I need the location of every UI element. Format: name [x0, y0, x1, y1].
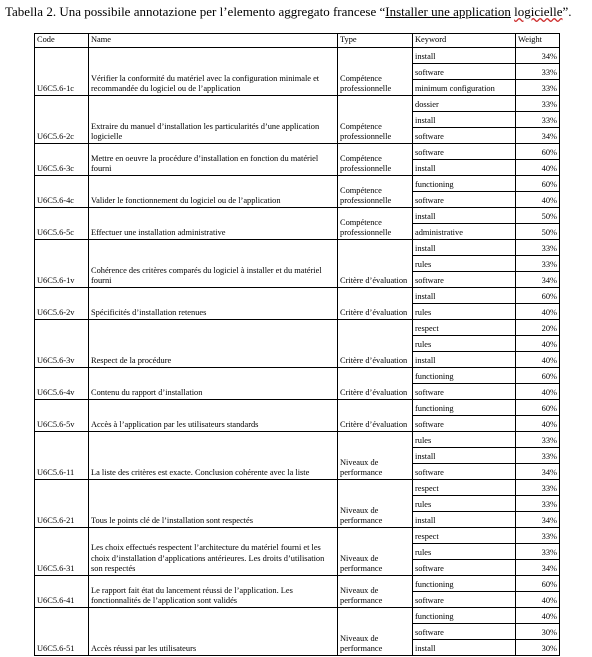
- table-row: [35, 608, 560, 624]
- annotation-table-wrapper: [34, 33, 560, 656]
- keyword-cell: install: [413, 288, 516, 304]
- keyword-cell: software: [413, 192, 516, 208]
- type-cell: Compétence professionnelle: [338, 96, 413, 144]
- weight-cell: 40%: [516, 304, 560, 320]
- name-cell: Extraire du manuel d’installation les particularités d’une application logicielle: [89, 96, 338, 144]
- code-cell: U6C5.6-51: [35, 608, 89, 656]
- table-row: [35, 480, 560, 496]
- weight-cell: 33%: [516, 80, 560, 96]
- keyword-cell: functioning: [413, 576, 516, 592]
- weight-cell: 40%: [516, 160, 560, 176]
- code-cell: U6C5.6-21: [35, 480, 89, 528]
- name-cell: Les choix effectués respectent l’architecture du matériel fourni et les choix d’installation d’applications antérieures. Les droits d’utilisation son respectés: [89, 528, 338, 576]
- name-cell: Spécificités d’installation retenues: [89, 288, 338, 320]
- type-cell: Niveaux de performance: [338, 576, 413, 608]
- keyword-cell: install: [413, 160, 516, 176]
- type-cell: Critère d’évaluation: [338, 320, 413, 368]
- table-row: [35, 576, 560, 592]
- name-cell: Accès à l’application par les utilisateurs standards: [89, 400, 338, 432]
- keyword-cell: minimum configuration: [413, 80, 516, 96]
- weight-cell: 33%: [516, 544, 560, 560]
- table-row: [35, 432, 560, 448]
- table-row: [35, 176, 560, 192]
- code-cell: U6C5.6-41: [35, 576, 89, 608]
- type-cell: Niveaux de performance: [338, 528, 413, 576]
- weight-cell: 33%: [516, 240, 560, 256]
- annotation-table: [34, 33, 560, 656]
- type-cell: Critère d’évaluation: [338, 288, 413, 320]
- header-weight: Weight: [516, 34, 560, 48]
- keyword-cell: rules: [413, 496, 516, 512]
- weight-cell: 60%: [516, 288, 560, 304]
- name-cell: Contenu du rapport d’installation: [89, 368, 338, 400]
- weight-cell: 20%: [516, 320, 560, 336]
- weight-cell: 40%: [516, 608, 560, 624]
- table-row: [35, 320, 560, 336]
- keyword-cell: software: [413, 560, 516, 576]
- type-cell: Niveaux de performance: [338, 480, 413, 528]
- keyword-cell: software: [413, 144, 516, 160]
- keyword-cell: rules: [413, 304, 516, 320]
- weight-cell: 34%: [516, 464, 560, 480]
- weight-cell: 30%: [516, 624, 560, 640]
- weight-cell: 40%: [516, 192, 560, 208]
- weight-cell: 33%: [516, 256, 560, 272]
- weight-cell: 60%: [516, 144, 560, 160]
- name-cell: Effectuer une installation administrative: [89, 208, 338, 240]
- keyword-cell: functioning: [413, 400, 516, 416]
- table-body: [35, 48, 560, 656]
- code-cell: U6C5.6-1c: [35, 48, 89, 96]
- code-cell: U6C5.6-31: [35, 528, 89, 576]
- table-row: [35, 400, 560, 416]
- keyword-cell: software: [413, 624, 516, 640]
- keyword-cell: functioning: [413, 368, 516, 384]
- table-caption: [5, 4, 572, 20]
- weight-cell: 50%: [516, 224, 560, 240]
- weight-cell: 33%: [516, 64, 560, 80]
- name-cell: Vérifier la conformité du matériel avec la configuration minimale et recommandée du logiciel ou de l’application: [89, 48, 338, 96]
- code-cell: U6C5.6-3v: [35, 320, 89, 368]
- weight-cell: 40%: [516, 592, 560, 608]
- keyword-cell: software: [413, 416, 516, 432]
- keyword-cell: respect: [413, 480, 516, 496]
- code-cell: U6C5.6-3c: [35, 144, 89, 176]
- name-cell: Accès réussi par les utilisateurs: [89, 608, 338, 656]
- keyword-cell: functioning: [413, 608, 516, 624]
- type-cell: Compétence professionnelle: [338, 208, 413, 240]
- caption-spellcheck-word: logicielle: [514, 4, 563, 19]
- type-cell: Compétence professionnelle: [338, 144, 413, 176]
- keyword-cell: respect: [413, 528, 516, 544]
- weight-cell: 33%: [516, 96, 560, 112]
- weight-cell: 34%: [516, 48, 560, 64]
- keyword-cell: software: [413, 272, 516, 288]
- keyword-cell: rules: [413, 256, 516, 272]
- type-cell: Compétence professionnelle: [338, 176, 413, 208]
- name-cell: Tous le points clé de l’installation sont respectés: [89, 480, 338, 528]
- weight-cell: 33%: [516, 496, 560, 512]
- header-keyword: Keyword: [413, 34, 516, 48]
- type-cell: Niveaux de performance: [338, 608, 413, 656]
- weight-cell: 34%: [516, 272, 560, 288]
- table-row: [35, 288, 560, 304]
- weight-cell: 50%: [516, 208, 560, 224]
- type-cell: Niveaux de performance: [338, 432, 413, 480]
- code-cell: U6C5.6-5v: [35, 400, 89, 432]
- table-row: [35, 48, 560, 64]
- keyword-cell: install: [413, 208, 516, 224]
- keyword-cell: software: [413, 128, 516, 144]
- weight-cell: 40%: [516, 336, 560, 352]
- keyword-cell: install: [413, 512, 516, 528]
- name-cell: La liste des critères est exacte. Conclusion cohérente avec la liste: [89, 432, 338, 480]
- keyword-cell: software: [413, 384, 516, 400]
- weight-cell: 33%: [516, 480, 560, 496]
- weight-cell: 40%: [516, 416, 560, 432]
- caption-underlined-text: Installer une application: [385, 4, 511, 19]
- keyword-cell: rules: [413, 432, 516, 448]
- code-cell: U6C5.6-5c: [35, 208, 89, 240]
- name-cell: Cohérence des critères comparés du logiciel à installer et du matériel fourni: [89, 240, 338, 288]
- type-cell: Compétence professionnelle: [338, 48, 413, 96]
- keyword-cell: respect: [413, 320, 516, 336]
- weight-cell: 33%: [516, 448, 560, 464]
- weight-cell: 40%: [516, 352, 560, 368]
- weight-cell: 60%: [516, 400, 560, 416]
- code-cell: U6C5.6-2v: [35, 288, 89, 320]
- caption-suffix: ”.: [562, 4, 572, 19]
- keyword-cell: install: [413, 240, 516, 256]
- weight-cell: 60%: [516, 576, 560, 592]
- weight-cell: 60%: [516, 368, 560, 384]
- type-cell: Critère d’évaluation: [338, 400, 413, 432]
- type-cell: Critère d’évaluation: [338, 240, 413, 288]
- keyword-cell: install: [413, 48, 516, 64]
- table-row: [35, 208, 560, 224]
- caption-text: Tabella 2. Una possibile annotazione per l’elemento aggregato francese “: [5, 4, 386, 19]
- weight-cell: 40%: [516, 384, 560, 400]
- keyword-cell: rules: [413, 544, 516, 560]
- weight-cell: 33%: [516, 112, 560, 128]
- table-row: [35, 240, 560, 256]
- weight-cell: 60%: [516, 176, 560, 192]
- code-cell: U6C5.6-1v: [35, 240, 89, 288]
- keyword-cell: install: [413, 112, 516, 128]
- header-code: Code: [35, 34, 89, 48]
- name-cell: Respect de la procédure: [89, 320, 338, 368]
- code-cell: U6C5.6-4c: [35, 176, 89, 208]
- weight-cell: 33%: [516, 528, 560, 544]
- code-cell: U6C5.6-4v: [35, 368, 89, 400]
- name-cell: Mettre en oeuvre la procédure d’installation en fonction du matériel fourni: [89, 144, 338, 176]
- name-cell: Le rapport fait état du lancement réussi de l’application. Les fonctionnalités de l’application sont validés: [89, 576, 338, 608]
- keyword-cell: install: [413, 640, 516, 656]
- name-cell: Valider le fonctionnement du logiciel ou de l’application: [89, 176, 338, 208]
- header-name: Name: [89, 34, 338, 48]
- weight-cell: 34%: [516, 512, 560, 528]
- table-row: [35, 528, 560, 544]
- keyword-cell: dossier: [413, 96, 516, 112]
- keyword-cell: functioning: [413, 176, 516, 192]
- weight-cell: 34%: [516, 560, 560, 576]
- keyword-cell: rules: [413, 336, 516, 352]
- type-cell: Critère d’évaluation: [338, 368, 413, 400]
- table-row: [35, 368, 560, 384]
- keyword-cell: software: [413, 592, 516, 608]
- table-row: [35, 144, 560, 160]
- weight-cell: 30%: [516, 640, 560, 656]
- code-cell: U6C5.6-2c: [35, 96, 89, 144]
- weight-cell: 34%: [516, 128, 560, 144]
- header-type: Type: [338, 34, 413, 48]
- keyword-cell: install: [413, 448, 516, 464]
- code-cell: U6C5.6-11: [35, 432, 89, 480]
- table-header-row: [35, 34, 560, 48]
- keyword-cell: administrative: [413, 224, 516, 240]
- weight-cell: 33%: [516, 432, 560, 448]
- keyword-cell: software: [413, 464, 516, 480]
- keyword-cell: software: [413, 64, 516, 80]
- table-row: [35, 96, 560, 112]
- keyword-cell: install: [413, 352, 516, 368]
